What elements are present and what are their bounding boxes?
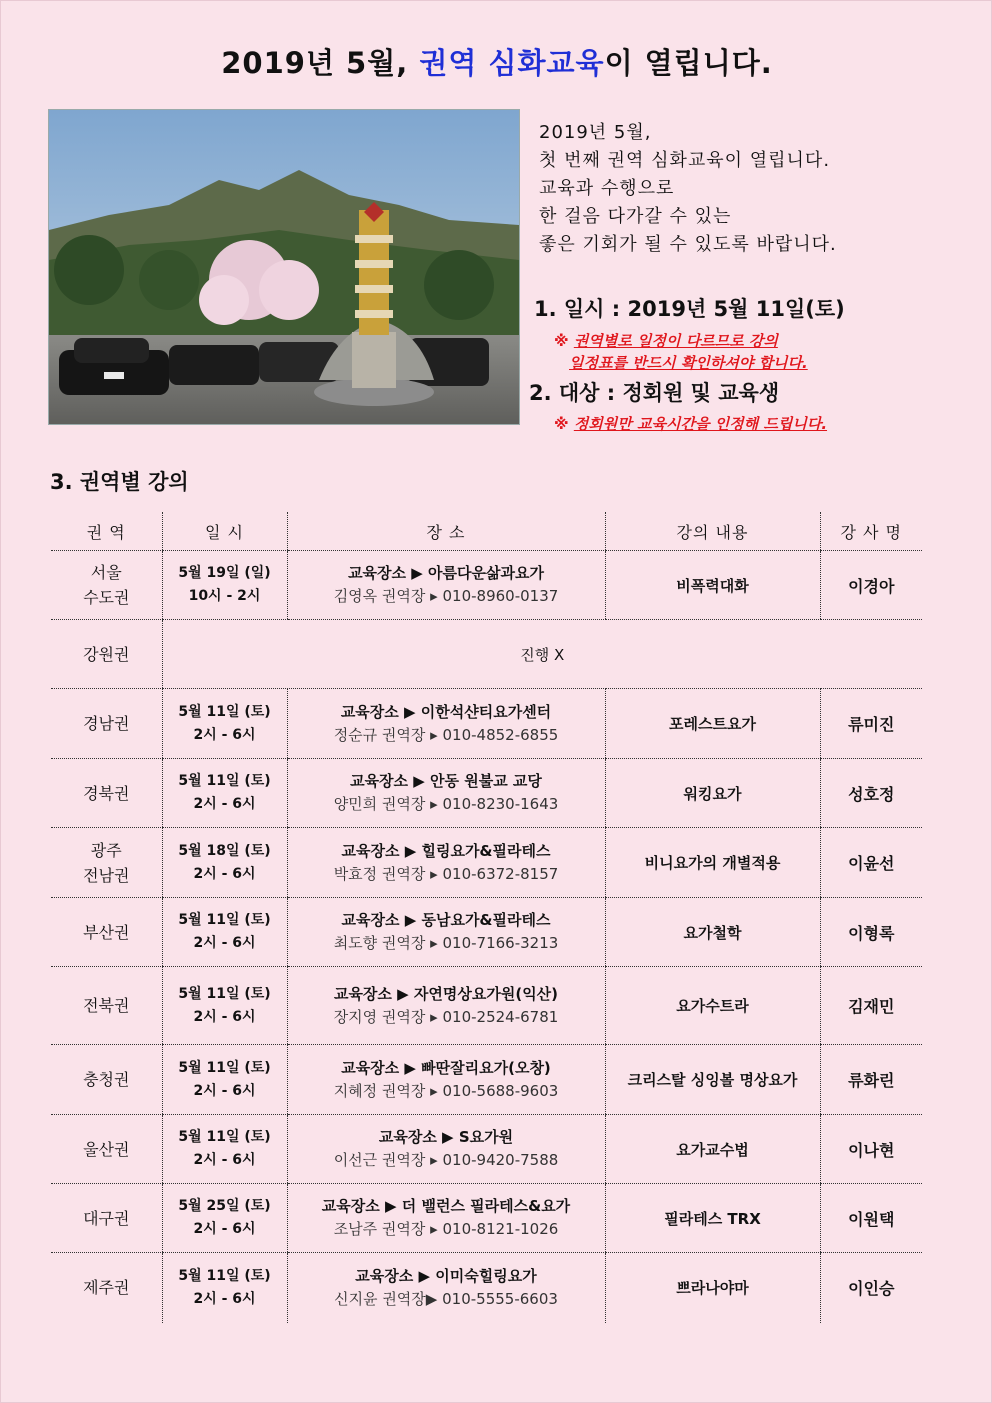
contact-name: 신지윤 권역장: [334, 1289, 426, 1308]
contact-phone: 010-8960-0137: [442, 587, 559, 605]
region-cell: [51, 620, 162, 689]
region-cell: [51, 1115, 162, 1184]
date-cell: [162, 551, 287, 620]
table-header-row: [51, 512, 922, 551]
intro-text: [539, 119, 837, 259]
column-header: 권 역: [51, 512, 162, 551]
title-prefix: 2019년 5월,: [221, 46, 420, 80]
topic-cell: 필라테스 TRX: [605, 1184, 820, 1253]
intro-line: 좋은 기회가 될 수 있도록 바랍니다.: [539, 234, 837, 255]
schedule-heading: 1. 일시 : 2019년 5월 11일(토): [534, 297, 845, 321]
contact-phone: 010-2524-6781: [442, 1007, 559, 1026]
place-prefix: 교육장소 ▶: [355, 1266, 436, 1285]
region-name-line: 강원권: [83, 644, 130, 664]
column-header: 강 사 명: [820, 512, 922, 551]
place-name: 더 밸런스 필라테스&요가: [401, 1197, 571, 1215]
region-name-line: 전남권: [83, 865, 130, 885]
region-cell: [51, 898, 162, 967]
date-cell: [162, 759, 287, 828]
region-name-line: 충청권: [83, 1070, 130, 1089]
column-header: 일 시: [162, 512, 287, 551]
lecture-time: 10시 - 2시: [188, 588, 261, 604]
teacher-cell: 이경아: [820, 551, 922, 620]
date-cell: [162, 1045, 287, 1115]
table-row: [51, 967, 922, 1045]
target-note: [554, 413, 827, 434]
table-row: [51, 759, 922, 828]
region-cell: [51, 689, 162, 759]
lecture-date: 5월 11일 (토): [178, 985, 271, 1002]
contact-name: 박효정 권역장: [333, 864, 426, 883]
date-cell: [162, 1184, 287, 1253]
place-cell: [287, 551, 605, 620]
contact-separator: ▸: [425, 587, 443, 605]
intro-line: 첫 번째 권역 심화교육이 열립니다.: [539, 150, 831, 171]
table-row: [51, 898, 922, 967]
region-name-line: 경남권: [83, 714, 130, 733]
table-row: [51, 551, 922, 620]
lecture-time: 2시 - 6시: [193, 1082, 256, 1099]
region-name-line: 경북권: [83, 783, 130, 803]
lecture-time: 2시 - 6시: [193, 1008, 256, 1025]
place-name: S요가원: [458, 1128, 514, 1146]
date-cell: [162, 1115, 287, 1184]
teacher-cell: 성호정: [820, 759, 922, 828]
contact-name: 이선근 권역장: [333, 1151, 426, 1169]
merged-cell: 진행 X: [162, 620, 922, 689]
topic-cell: 쁘라나야마: [605, 1253, 820, 1323]
table-body: [51, 551, 922, 1323]
lecture-date: 5월 19일 (일): [178, 565, 271, 581]
place-prefix: 교육장소 ▶: [348, 564, 429, 582]
region-name-line: 수도권: [83, 588, 130, 607]
column-header: 강의 내용: [605, 512, 820, 551]
teacher-cell: 이윤선: [820, 828, 922, 898]
teacher-cell: 김재민: [820, 967, 922, 1045]
place-prefix: 교육장소 ▶: [341, 841, 422, 860]
lecture-time: 2시 - 6시: [193, 796, 256, 812]
region-name-line: 부산권: [83, 922, 130, 942]
table-row: [51, 828, 922, 898]
topic-cell: 워킹요가: [605, 759, 820, 828]
note-mark: ※: [554, 332, 574, 350]
lecture-time: 2시 - 6시: [193, 865, 256, 882]
place-prefix: 교육장소 ▶: [333, 984, 414, 1003]
topic-cell: 비폭력대화: [605, 551, 820, 620]
table-row: [51, 1184, 922, 1253]
place-prefix: 교육장소 ▶: [341, 1058, 422, 1077]
place-cell: [287, 898, 605, 967]
date-cell: [162, 898, 287, 967]
contact-separator: ▸: [425, 795, 443, 813]
contact-separator: ▸: [425, 1151, 443, 1169]
contact-separator: ▸: [425, 1007, 443, 1026]
place-prefix: 교육장소 ▶: [341, 911, 422, 929]
region-cell: [51, 1184, 162, 1253]
contact-separator: ▸: [425, 1081, 443, 1100]
contact-phone: 010-9420-7588: [442, 1151, 559, 1169]
contact-phone: 010-7166-3213: [442, 934, 559, 952]
topic-cell: 크리스탈 싱잉볼 명상요가: [605, 1045, 820, 1115]
region-cell: [51, 967, 162, 1045]
topic-cell: 요가교수법: [605, 1115, 820, 1184]
place-cell: [287, 1184, 605, 1253]
contact-separator: ▸: [425, 1220, 443, 1238]
column-header: 장 소: [287, 512, 605, 551]
contact-phone: 010-5555-6603: [442, 1289, 558, 1308]
intro-line: 한 걸음 다가갈 수 있는: [539, 206, 732, 227]
topic-cell: 요가철학: [605, 898, 820, 967]
lecture-time: 2시 - 6시: [193, 935, 256, 951]
contact-name: 지혜정 권역장: [333, 1081, 426, 1100]
place-cell: [287, 1253, 605, 1323]
topic-cell: 비니요가의 개별적용: [605, 828, 820, 898]
table-row: [51, 689, 922, 759]
contact-separator: ▸: [425, 934, 443, 952]
region-name-line: 대구권: [83, 1208, 130, 1228]
place-name: 동남요가&필라테스: [421, 911, 551, 929]
place-cell: [287, 1045, 605, 1115]
table-row: [51, 1045, 922, 1115]
contact-phone: 010-4852-6855: [442, 725, 559, 744]
contact-name: 조남주 권역장: [333, 1220, 426, 1238]
table-row: [51, 1253, 922, 1323]
contact-separator: ▶: [425, 1289, 443, 1308]
teacher-cell: 류미진: [820, 689, 922, 759]
intro-line: 2019년 5월,: [539, 122, 652, 143]
contact-phone: 010-6372-8157: [442, 864, 559, 883]
lecture-time: 2시 - 6시: [193, 1152, 256, 1168]
lecture-date: 5월 11일 (토): [178, 703, 271, 720]
teacher-cell: 이형록: [820, 898, 922, 967]
region-cell: [51, 759, 162, 828]
title-highlight: 권역 심화교육: [419, 46, 605, 80]
date-cell: [162, 828, 287, 898]
place-name: 안동 원불교 교당: [430, 772, 542, 790]
intro-line: 교육과 수행으로: [539, 178, 675, 199]
schedule-note: [554, 330, 808, 374]
place-name: 자연명상요가원(익산): [413, 984, 559, 1003]
table-row: [51, 620, 922, 689]
place-cell: [287, 689, 605, 759]
region-cell: [51, 1253, 162, 1323]
place-cell: [287, 1115, 605, 1184]
page-title: [1, 41, 992, 82]
contact-separator: ▸: [425, 864, 443, 883]
contact-phone: 010-8121-1026: [442, 1220, 559, 1238]
contact-name: 김영옥 권역장: [333, 587, 426, 605]
teacher-cell: 이원택: [820, 1184, 922, 1253]
region-name-line: 울산권: [83, 1139, 130, 1159]
temple-photo: [48, 109, 520, 425]
place-name: 빠딴잘리요가(오창): [421, 1058, 551, 1077]
place-name: 이한석샨티요가센터: [420, 702, 552, 721]
date-cell: [162, 689, 287, 759]
teacher-cell: 이인승: [820, 1253, 922, 1323]
region-name-line: 서울: [90, 563, 122, 582]
contact-separator: ▸: [425, 725, 443, 744]
place-name: 이미숙힐링요가: [435, 1266, 537, 1285]
note-line: 정회원만 교육시간을 인정해 드립니다.: [573, 415, 828, 433]
note-line: 일정표를 반드시 확인하셔야 합니다.: [569, 354, 808, 372]
topic-cell: 포레스트요가: [605, 689, 820, 759]
lecture-date: 5월 11일 (토): [178, 1267, 271, 1284]
place-prefix: 교육장소 ▶: [340, 702, 421, 721]
contact-phone: 010-5688-9603: [442, 1081, 559, 1100]
title-suffix: 이 열립니다.: [604, 46, 773, 80]
contact-phone: 010-8230-1643: [442, 795, 559, 813]
region-cell: [51, 551, 162, 620]
date-cell: [162, 1253, 287, 1323]
lecture-date: 5월 18일 (토): [178, 842, 271, 859]
lecture-date: 5월 11일 (토): [178, 912, 271, 928]
place-prefix: 교육장소 ▶: [321, 1197, 402, 1215]
lecture-date: 5월 25일 (토): [178, 1198, 271, 1214]
date-cell: [162, 967, 287, 1045]
table-row: [51, 1115, 922, 1184]
region-cell: [51, 828, 162, 898]
lecture-date: 5월 11일 (토): [178, 773, 271, 789]
lecture-time: 2시 - 6시: [193, 1221, 256, 1237]
place-name: 힐링요가&필라테스: [421, 841, 551, 860]
note-mark: ※: [554, 415, 574, 433]
topic-cell: 요가수트라: [605, 967, 820, 1045]
region-cell: [51, 1045, 162, 1115]
place-prefix: 교육장소 ▶: [378, 1128, 459, 1146]
target-heading: 2. 대상 : 정회원 및 교육생: [529, 381, 780, 405]
lecture-table: [51, 512, 922, 1323]
lecture-date: 5월 11일 (토): [178, 1059, 271, 1076]
lecture-date: 5월 11일 (토): [178, 1129, 271, 1145]
teacher-cell: 류화린: [820, 1045, 922, 1115]
contact-name: 장지영 권역장: [333, 1007, 426, 1026]
region-name-line: 제주권: [83, 1278, 130, 1298]
place-cell: [287, 759, 605, 828]
contact-name: 양민희 권역장: [333, 795, 426, 813]
section-title: 3. 권역별 강의: [50, 470, 189, 494]
lecture-time: 2시 - 6시: [193, 726, 256, 743]
place-cell: [287, 828, 605, 898]
region-name-line: 광주: [90, 840, 122, 860]
note-line: 권역별로 일정이 다르므로 강의: [573, 332, 778, 350]
place-prefix: 교육장소 ▶: [350, 772, 431, 790]
teacher-cell: 이나현: [820, 1115, 922, 1184]
place-cell: [287, 967, 605, 1045]
contact-name: 최도향 권역장: [333, 934, 426, 952]
region-name-line: 전북권: [83, 996, 130, 1015]
contact-name: 정순규 권역장: [333, 725, 426, 744]
place-name: 아름다운삶과요가: [428, 564, 544, 582]
lecture-time: 2시 - 6시: [193, 1290, 256, 1307]
